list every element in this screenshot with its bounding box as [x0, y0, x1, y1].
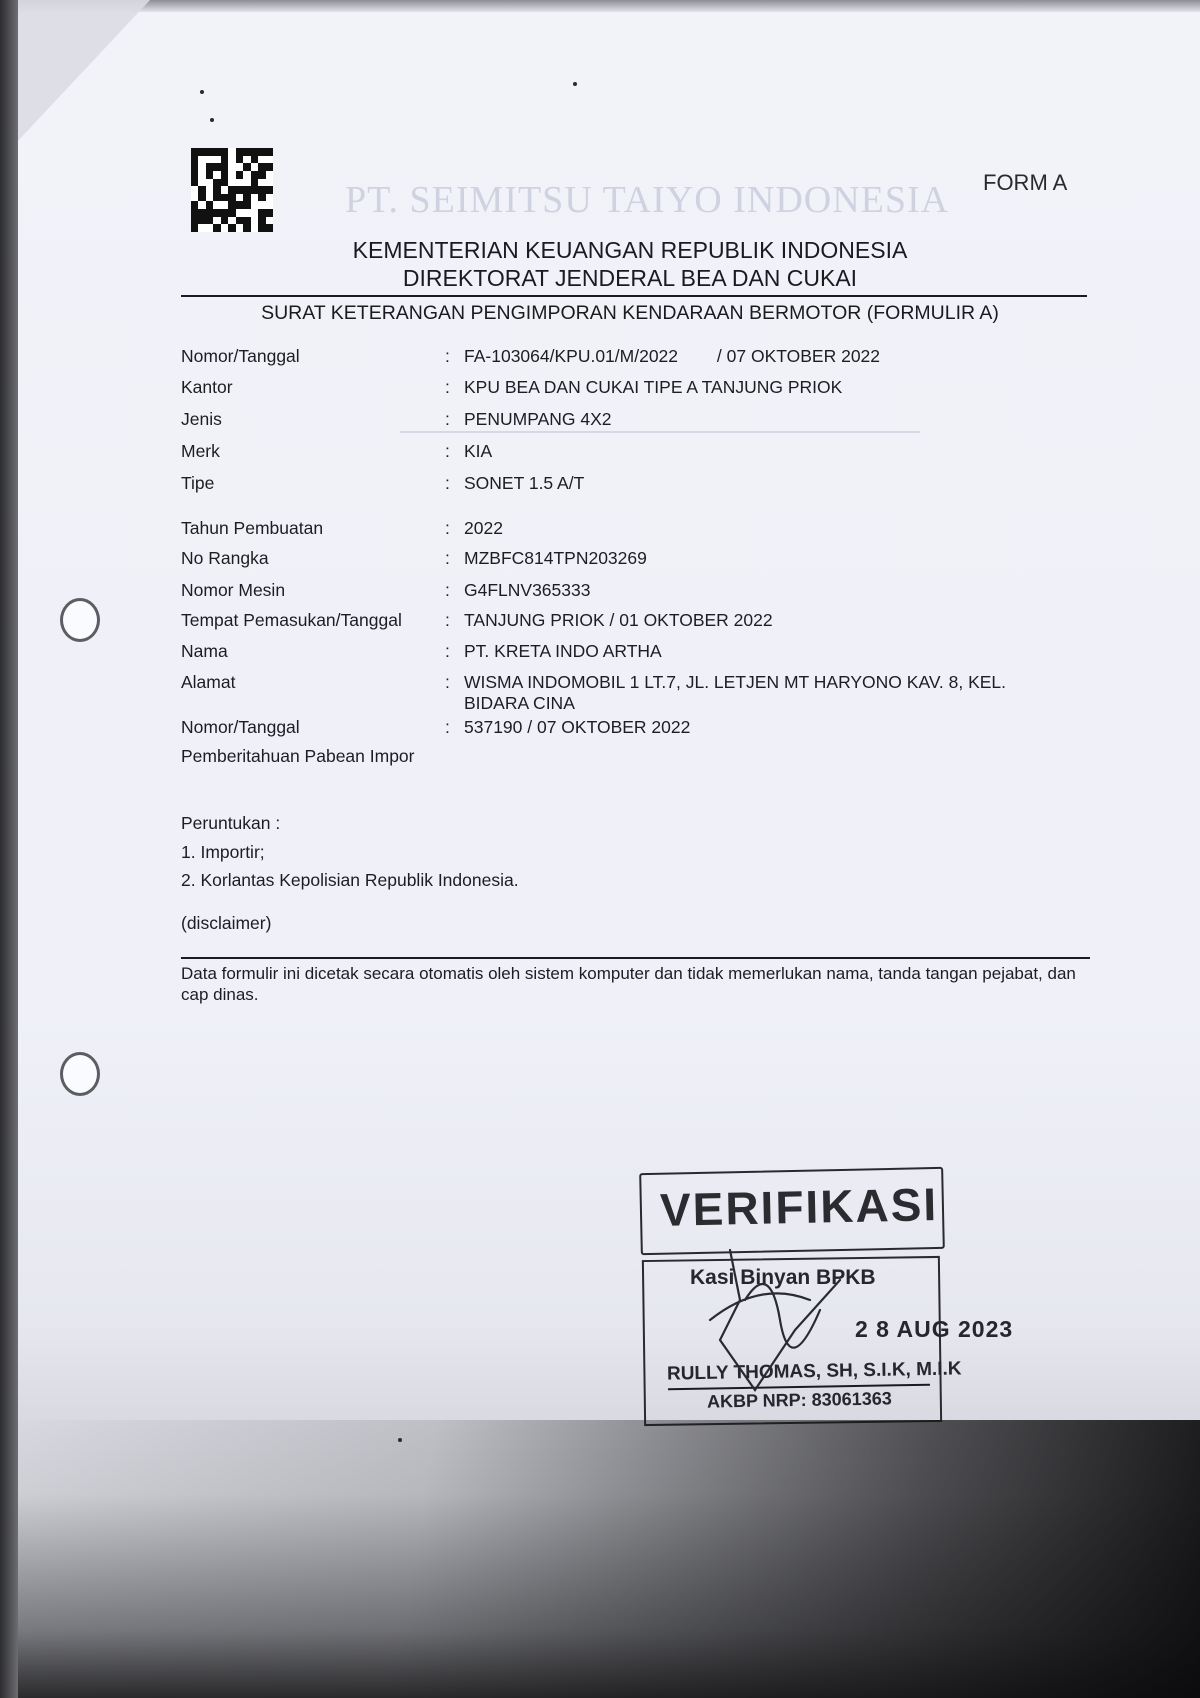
stamp-unit: Kasi Binyan BPKB	[690, 1266, 876, 1289]
stamp-rank-nrp: AKBP NRP: 83061363	[706, 1388, 892, 1412]
field-value: KIA	[464, 441, 493, 461]
dust-speck	[200, 90, 204, 94]
field-colon: :	[445, 672, 450, 692]
verification-stamp-title: VERIFIKASI	[659, 1178, 939, 1236]
field-colon: :	[445, 610, 450, 630]
field-label: Nomor/Tanggal	[181, 717, 300, 737]
pib-label: Pemberitahuan Pabean Impor	[181, 746, 415, 766]
show-through-company: PT. SEIMITSU TAIYO INDONESIA	[345, 179, 950, 221]
field-colon: :	[445, 548, 450, 568]
field-value: G4FLNV365333	[464, 580, 591, 600]
field-label: Alamat	[181, 672, 236, 692]
field-label: Jenis	[181, 409, 222, 429]
scan-shadow	[0, 1420, 1200, 1698]
disclaimer-heading: (disclaimer)	[181, 913, 272, 933]
field-colon: :	[445, 441, 450, 461]
stamp-officer: RULLY THOMAS, SH, S.I.K, M.I.K	[666, 1358, 962, 1385]
field-label: Nama	[181, 641, 228, 661]
punch-hole	[60, 1052, 100, 1096]
field-value: PENUMPANG 4X2	[464, 409, 612, 429]
field-label: Merk	[181, 441, 220, 461]
punch-hole	[60, 598, 100, 642]
field-value: 2022	[464, 518, 503, 538]
header-divider	[181, 295, 1087, 297]
handwritten-signature	[700, 1240, 850, 1400]
peruntukan-heading: Peruntukan :	[181, 813, 281, 833]
field-label: Tahun Pembuatan	[181, 518, 324, 538]
ministry-heading	[180, 236, 1080, 292]
field-colon: :	[445, 717, 450, 737]
disclaimer-text: Data formulir ini dicetak secara otomatis oleh sistem komputer dan tidak memerlukan nama, tanda tangan pejabat, dan cap dinas.	[181, 964, 1076, 1004]
field-colon: :	[445, 346, 450, 366]
field-colon: :	[445, 580, 450, 600]
disclaimer-divider	[181, 957, 1090, 959]
stamp-date: 2 8 AUG 2023	[855, 1316, 1014, 1342]
form-code: FORM A	[983, 170, 1068, 195]
field-value: MZBFC814TPN203269	[464, 548, 647, 568]
field-colon: :	[445, 518, 450, 538]
field-colon: :	[445, 377, 450, 397]
dust-speck	[573, 82, 577, 86]
field-value: SONET 1.5 A/T	[464, 473, 585, 493]
field-value: WISMA INDOMOBIL 1 LT.7, JL. LETJEN MT HARYONO KAV. 8, KEL. BIDARA CINA	[464, 672, 1011, 713]
field-value: TANJUNG PRIOK / 01 OKTOBER 2022	[464, 610, 773, 630]
peruntukan-item: 2. Korlantas Kepolisian Republik Indonesia.	[181, 870, 519, 890]
field-label: Kantor	[181, 377, 233, 397]
qr-code-icon	[191, 148, 273, 232]
field-value: FA-103064/KPU.01/M/2022 / 07 OKTOBER 2022	[464, 346, 881, 366]
scan-top-edge	[0, 0, 1200, 12]
field-value: PT. KRETA INDO ARTHA	[464, 641, 662, 661]
directorate-name: DIREKTORAT JENDERAL BEA DAN CUKAI	[402, 265, 858, 291]
field-label: No Rangka	[181, 548, 269, 568]
peruntukan-item: 1. Importir;	[181, 842, 265, 862]
folded-corner	[0, 0, 150, 160]
field-colon: :	[445, 641, 450, 661]
field-colon: :	[445, 473, 450, 493]
field-label: Tempat Pemasukan/Tanggal	[181, 610, 402, 630]
field-value: KPU BEA DAN CUKAI TIPE A TANJUNG PRIOK	[464, 377, 843, 397]
field-colon: :	[445, 409, 450, 429]
dust-speck	[210, 118, 214, 122]
document-title: SURAT KETERANGAN PENGIMPORAN KENDARAAN BERMOTOR (FORMULIR A)	[261, 302, 999, 324]
field-label: Nomor Mesin	[181, 580, 286, 600]
field-label: Tipe	[181, 473, 215, 493]
field-label: Nomor/Tanggal	[181, 346, 300, 366]
field-value: 537190 / 07 OKTOBER 2022	[464, 717, 691, 737]
ministry-name: KEMENTERIAN KEUANGAN REPUBLIK INDONESIA	[352, 237, 908, 263]
